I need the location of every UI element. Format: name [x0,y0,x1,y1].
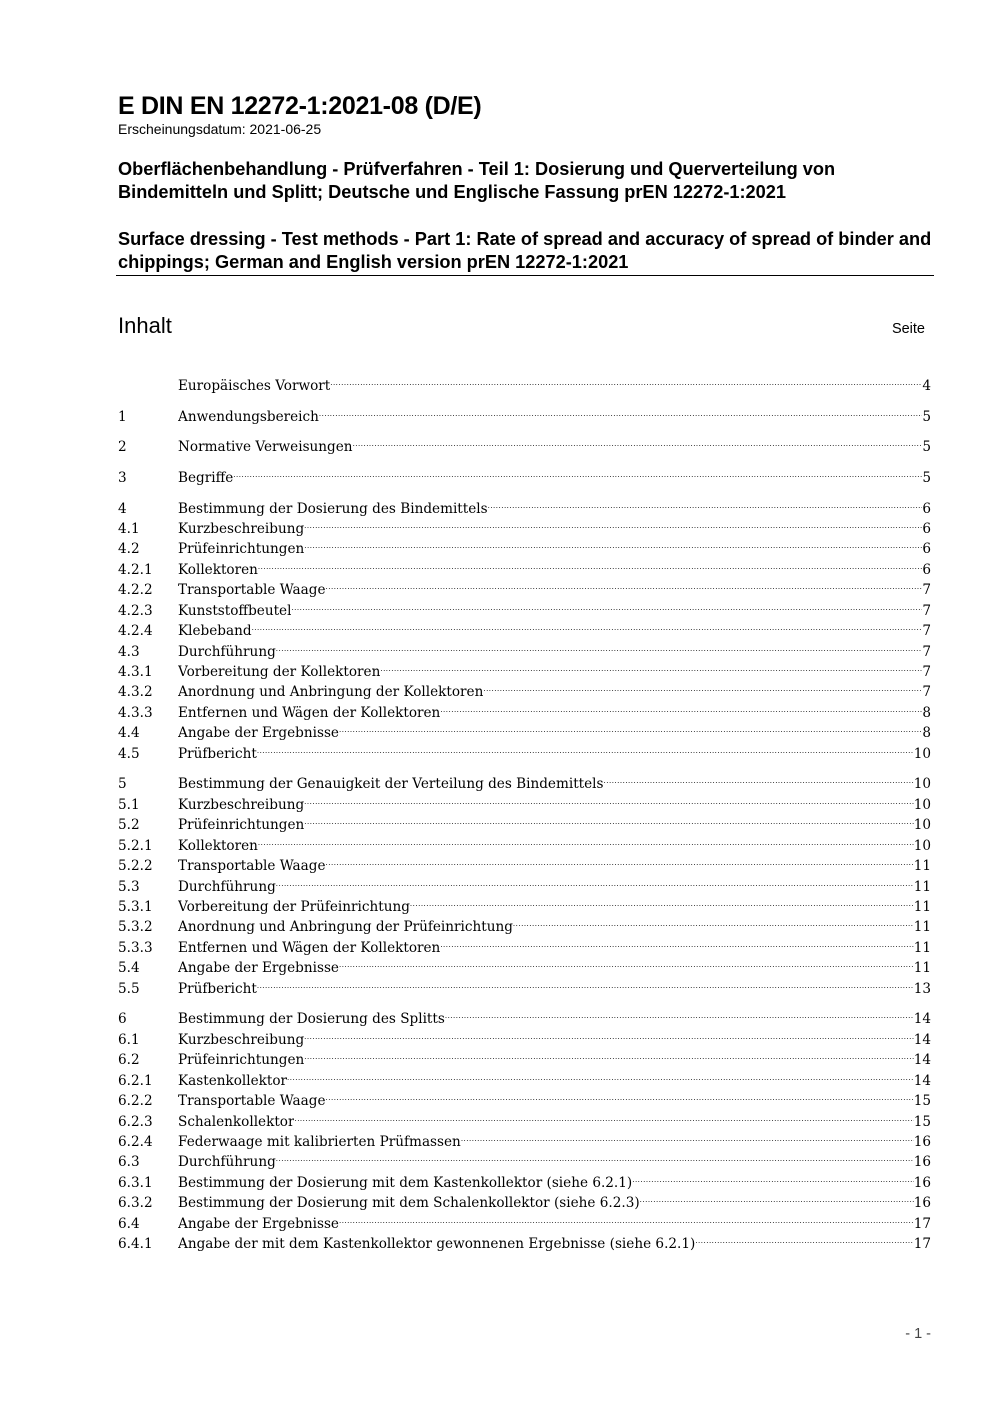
toc-entry-page: 14 [913,1011,931,1028]
toc-entry-page: 11 [913,960,931,977]
toc-entry-number: 5.2 [118,817,140,834]
toc-entry-number: 4.2.2 [118,582,153,599]
toc-dot-leader [252,615,923,635]
toc-entry-title: Federwaage mit kalibrierten Prüfmassen [178,1134,461,1150]
toc-dot-leader [339,952,914,972]
toc-entry-page: 5 [922,408,931,425]
toc-entry-number: 4.3.1 [118,664,153,680]
toc-entry-page: 17 [913,1236,931,1253]
table-of-contents [118,370,931,1253]
toc-entry-number: 4.2.1 [118,561,153,578]
toc-entry-title: Europäisches Vorwort [178,378,331,394]
toc-entry-page: 7 [922,664,931,680]
toc-dot-leader [319,401,922,421]
toc-dot-leader [330,370,922,390]
toc-entry-number: 5.1 [118,796,140,813]
toc-entry-number: 4.2.3 [118,602,153,619]
toc-entry-number: 4.3.3 [118,704,153,721]
toc-entry-number: 5 [118,776,127,793]
toc-entry-page: 10 [913,776,931,793]
toc-entry-page: 10 [913,837,931,854]
toc-dot-leader [604,768,914,788]
toc-dot-leader [304,513,922,533]
toc-entry-number: 4.2.4 [118,623,153,640]
toc-dot-leader [304,533,922,553]
publication-date: Erscheinungsdatum: 2021-06-25 [118,121,322,137]
toc-entry-number: 6.2.2 [118,1093,153,1110]
document-id: E DIN EN 12272-1:2021-08 (D/E) [118,92,482,120]
toc-entry-page: 7 [922,602,931,619]
toc-entry-page: 16 [913,1174,931,1191]
toc-entry-page: 15 [913,1113,931,1130]
toc-entry-page: 8 [922,725,931,742]
toc-entry-title: Anordnung und Anbringung der Prüfeinrichtung [178,919,513,936]
toc-entry[interactable] [118,431,931,456]
toc-entry-page: 11 [913,858,931,875]
toc-entry-page: 16 [913,1195,931,1212]
toc-entry-page: 16 [913,1154,931,1171]
toc-entry-number: 5.4 [118,960,140,977]
toc-entry-title: Prüfeinrichtungen [178,1052,305,1069]
toc-entry[interactable] [118,462,931,486]
toc-entry-number: 6.2.1 [118,1072,153,1089]
toc-entry-number: 4.4 [118,725,140,742]
contents-heading: Inhalt [118,313,172,338]
toc-entry-title: Klebeband [178,623,252,640]
toc-entry-page: 13 [913,980,931,997]
toc-dot-leader [294,1106,913,1126]
toc-entry-title: Angabe der mit dem Kastenkollektor gewonnenen Ergebnisse (siehe 6.2.1) [178,1236,696,1253]
toc-dot-leader [258,830,914,850]
toc-entry-number: 6.3.1 [118,1174,153,1191]
toc-entry-title: Kurzbeschreibung [178,796,305,813]
toc-dot-leader [440,697,922,717]
toc-entry-number: 6 [118,1011,127,1028]
toc-entry-title: Kastenkollektor [178,1072,288,1089]
toc-entry-page: 10 [913,817,931,834]
toc-dot-leader [695,1228,913,1248]
toc-entry[interactable] [118,493,931,517]
toc-entry-title: Prüfeinrichtungen [178,817,305,834]
toc-entry-page: 14 [913,1052,931,1069]
toc-entry-title: Bestimmung der Dosierung mit dem Kastenkollektor (siehe 6.2.1) [178,1174,633,1191]
toc-entry-number: 1 [118,408,127,425]
toc-dot-leader [276,1146,914,1166]
toc-entry-page: 16 [913,1134,931,1150]
toc-entry-number: 5.3 [118,878,140,895]
toc-dot-leader [513,911,914,931]
toc-entry-title: Kollektoren [178,837,258,854]
toc-entry[interactable] [118,768,931,793]
toc-dot-leader [445,1003,914,1023]
toc-entry-number: 2 [118,439,127,456]
toc-dot-leader [304,789,914,809]
toc-entry-number: 4.3.2 [118,684,153,701]
toc-dot-leader [640,1187,914,1207]
toc-entry-number: 6.3.2 [118,1195,153,1212]
toc-entry-page: 11 [913,939,931,956]
toc-entry-number: 5.5 [118,980,140,997]
toc-entry-number: 6.4 [118,1215,140,1232]
toc-entry-page: 7 [922,643,931,660]
toc-entry-page: 5 [922,469,931,486]
toc-dot-leader [339,717,922,737]
toc-entry-title: Durchführung [178,1154,276,1171]
toc-entry-number: 6.1 [118,1031,140,1048]
toc-dot-leader [440,932,913,952]
toc-dot-leader [483,676,922,696]
toc-entry-title: Anwendungsbereich [178,408,319,425]
toc-entry-title: Angabe der Ergebnisse [178,960,339,977]
toc-entry-number: 4.5 [118,745,140,762]
toc-entry-title: Begriffe [178,469,234,486]
toc-entry-page: 7 [922,582,931,599]
toc-entry-title: Anordnung und Anbringung der Kollektoren [178,684,484,701]
toc-entry-title: Durchführung [178,878,276,895]
toc-entry[interactable] [118,1003,931,1028]
header-divider [116,275,934,276]
toc-dot-leader [287,1065,914,1085]
toc-entry-page: 11 [913,919,931,936]
toc-entry-title: Normative Verweisungen [178,439,353,456]
toc-entry-number: 3 [118,469,127,486]
toc-entry-title: Angabe der Ergebnisse [178,725,339,742]
toc-dot-leader [632,1167,913,1187]
toc-dot-leader [380,656,922,676]
toc-entry-page: 6 [922,541,931,558]
toc-entry-page: 4 [922,378,931,394]
toc-entry-title: Entfernen und Wägen der Kollektoren [178,704,441,721]
toc-entry-number: 6.3 [118,1154,140,1171]
toc-entry-title: Prüfbericht [178,745,257,762]
toc-dot-leader [304,809,913,829]
toc-entry-number: 4 [118,500,127,517]
toc-dot-leader [410,891,914,911]
toc-entry-title: Vorbereitung der Prüfeinrichtung [178,899,410,915]
toc-entry-title: Prüfbericht [178,980,257,997]
toc-entry-title: Durchführung [178,643,276,660]
toc-dot-leader [258,554,922,574]
toc-dot-leader [339,1208,914,1228]
toc-dot-leader [461,1126,914,1146]
title-english: Surface dressing - Test methods - Part 1: Rate of spread and accuracy of spread of binder and chippings; German and English version prEN 12272-1:2021 [118,229,932,272]
toc-dot-leader [353,431,923,451]
toc-entry-number: 6.4.1 [118,1236,153,1253]
toc-dot-leader [326,1085,914,1105]
toc-entry-number: 5.3.2 [118,919,153,936]
toc-entry-number: 4.1 [118,520,140,537]
toc-entry-title: Angabe der Ergebnisse [178,1215,339,1232]
toc-dot-leader [276,871,914,891]
toc-entry-number: 4.2 [118,541,140,558]
toc-entry-number: 6.2 [118,1052,140,1069]
page-number: - 1 - [905,1326,931,1342]
toc-dot-leader [326,574,923,594]
toc-entry-title: Kunststoffbeutel [178,602,292,619]
toc-entry-page: 14 [913,1072,931,1089]
toc-entry-title: Bestimmung der Dosierung des Bindemittels [178,500,488,517]
toc-entry-page: 6 [922,561,931,578]
toc-entry-title: Bestimmung der Dosierung des Splitts [178,1011,445,1028]
toc-entry-title: Kollektoren [178,561,258,578]
toc-entry-page: 10 [913,796,931,813]
toc-dot-leader [276,636,923,656]
toc-entry-number: 6.2.3 [118,1113,153,1130]
toc-entry-title: Transportable Waage [178,1093,326,1110]
toc-entry-page: 6 [922,520,931,537]
toc-dot-leader [257,738,914,758]
toc-dot-leader [304,1024,914,1044]
toc-entry-title: Kurzbeschreibung [178,520,305,537]
toc-entry-number: 5.3.1 [118,899,153,915]
toc-entry-page: 8 [922,704,931,721]
toc-dot-leader [488,493,923,513]
title-german: Oberflächenbehandlung - Prüfverfahren - Teil 1: Dosierung und Querverteilung von Bindemitteln und Splitt; Deutsche und Englische Fassung prEN 12272-1:2021 [118,159,836,202]
toc-entry-title: Bestimmung der Dosierung mit dem Schalenkollektor (siehe 6.2.3) [178,1195,640,1212]
toc-entry-page: 11 [913,899,931,915]
toc-entry-number: 5.3.3 [118,939,153,956]
toc-entry-page: 7 [922,684,931,701]
toc-dot-leader [257,973,914,993]
toc-entry-title: Transportable Waage [178,582,326,599]
toc-dot-leader [291,595,922,615]
toc-dot-leader [326,850,914,870]
toc-entry-title: Entfernen und Wägen der Kollektoren [178,939,441,956]
toc-entry-page: 5 [922,439,931,456]
toc-entry-title: Kurzbeschreibung [178,1031,305,1048]
toc-entry-page: 10 [913,745,931,762]
toc-entry-number: 6.2.4 [118,1134,153,1150]
toc-entry-number: 5.2.2 [118,858,153,875]
toc-entry-page: 17 [913,1215,931,1232]
toc-entry[interactable] [118,370,931,394]
toc-entry-title: Prüfeinrichtungen [178,541,305,558]
page-column-label: Seite [891,321,925,337]
toc-entry-title: Schalenkollektor [178,1113,295,1130]
toc-dot-leader [233,462,922,482]
toc-dot-leader [304,1044,913,1064]
toc-entry-page: 14 [913,1031,931,1048]
toc-entry-page: 6 [922,500,931,517]
toc-entry-title: Vorbereitung der Kollektoren [178,664,381,680]
toc-entry-number: 4.3 [118,643,140,660]
toc-entry-page: 11 [913,878,931,895]
toc-entry-title: Bestimmung der Genauigkeit der Verteilung des Bindemittels [178,776,604,793]
toc-entry-page: 7 [922,623,931,640]
toc-entry-title: Transportable Waage [178,858,326,875]
toc-entry-page: 15 [913,1093,931,1110]
toc-entry[interactable] [118,401,931,425]
toc-entry-number: 5.2.1 [118,837,153,854]
